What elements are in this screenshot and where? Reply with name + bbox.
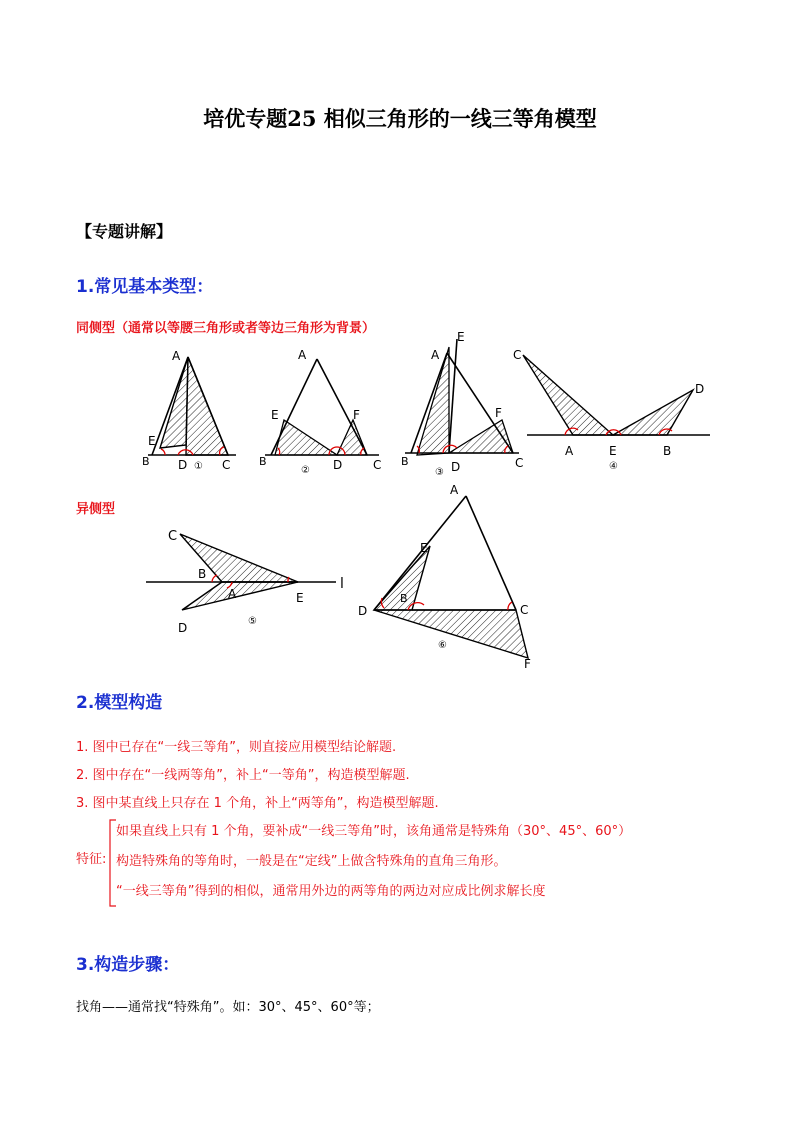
shaded-triangle-right bbox=[613, 390, 693, 435]
diff-side-type-label: 异侧型 bbox=[76, 502, 116, 517]
figure-number: ① bbox=[194, 461, 203, 472]
label-b: B bbox=[663, 444, 672, 458]
shaded-triangle-bottom bbox=[374, 610, 528, 658]
figure-2 bbox=[255, 345, 395, 480]
label-e: E bbox=[609, 444, 617, 458]
label-e: E bbox=[420, 541, 428, 555]
figure-4 bbox=[505, 345, 720, 475]
page-title: 培优专题25 相似三角形的一线三等角模型 bbox=[203, 106, 597, 131]
label-a: A bbox=[431, 348, 440, 362]
label-d: D bbox=[178, 458, 188, 472]
same-side-type-label: 同侧型（通常以等腰三角形或者等边三角形为背景） bbox=[76, 321, 376, 336]
figure-number: ⑤ bbox=[248, 616, 257, 627]
list-item-2: 2. 图中存在“一线两等角”，补上“一等角”，构造模型解题. bbox=[76, 768, 410, 783]
shaded-triangle-left bbox=[275, 420, 337, 455]
label-d: D bbox=[358, 604, 368, 618]
label-a: A bbox=[298, 348, 307, 362]
label-d: D bbox=[178, 621, 188, 635]
label-b: B bbox=[259, 455, 267, 468]
label-a: A bbox=[565, 444, 574, 458]
list-item-3: 3. 图中某直线上只存在 1 个角，补上“两等角”，构造模型解题. bbox=[76, 796, 439, 811]
label-c: C bbox=[513, 348, 522, 362]
label-c: C bbox=[515, 456, 524, 470]
side-ac bbox=[317, 359, 367, 455]
label-b: B bbox=[142, 455, 150, 468]
section-label: 【专题讲解】 bbox=[76, 222, 173, 241]
figure-1 bbox=[140, 345, 250, 480]
label-d: D bbox=[451, 460, 461, 474]
side-ac bbox=[466, 496, 516, 610]
label-e: E bbox=[148, 434, 156, 448]
figure-5 bbox=[140, 520, 360, 645]
label-f: F bbox=[495, 406, 502, 420]
label-c: C bbox=[373, 458, 382, 472]
figure-number: ④ bbox=[609, 461, 618, 472]
step-find-angle: 找角——通常找“特殊角”。如：30°、45°、60°等； bbox=[76, 1000, 380, 1015]
label-a: A bbox=[228, 587, 237, 601]
angle-mark bbox=[212, 575, 217, 582]
label-a: A bbox=[172, 349, 181, 363]
shaded-triangle-lower bbox=[182, 582, 298, 610]
label-e: E bbox=[296, 591, 304, 605]
feature-1: 如果直线上只有 1 个角，要补成“一线三等角”时，该角通常是特殊角（30°、45°、60°） bbox=[116, 824, 632, 839]
heading-construction-steps: 3.构造步骤： bbox=[76, 955, 180, 975]
angle-mark bbox=[508, 602, 512, 610]
label-e: E bbox=[457, 330, 465, 344]
shaded-triangle-left bbox=[523, 355, 613, 435]
angle-mark bbox=[161, 449, 165, 455]
label-b: B bbox=[198, 567, 207, 581]
shaded-triangle-left bbox=[417, 347, 449, 455]
label-f: F bbox=[524, 657, 531, 670]
list-item-1: 1. 图中已存在“一线三等角”，则直接应用模型结论解题. bbox=[76, 740, 397, 755]
figure-number: ③ bbox=[435, 467, 444, 478]
feature-3: “一线三等角”得到的相似，通常用外边的两等角的两边对应成比例求解长度 bbox=[116, 884, 546, 899]
figure-number: ⑥ bbox=[438, 640, 447, 651]
shaded-triangle-right bbox=[449, 420, 513, 453]
feature-2: 构造特殊角的等角时，一般是在“定线”上做含特殊角的直角三角形。 bbox=[116, 854, 507, 869]
label-a: A bbox=[450, 483, 459, 497]
label-c: C bbox=[168, 529, 178, 544]
figure-number: ② bbox=[301, 465, 310, 476]
label-d: D bbox=[333, 458, 343, 472]
side-de bbox=[449, 339, 457, 453]
label-f: F bbox=[353, 408, 360, 422]
heading-model-construction: 2.模型构造 bbox=[76, 693, 163, 713]
label-d: D bbox=[695, 382, 705, 396]
feature-label: 特征: bbox=[76, 852, 107, 867]
label-b: B bbox=[401, 455, 409, 468]
label-c: C bbox=[520, 603, 529, 617]
heading-basic-types: 1.常见基本类型： bbox=[76, 277, 214, 297]
label-l: l bbox=[340, 576, 344, 592]
label-b: B bbox=[400, 592, 408, 605]
label-c: C bbox=[222, 458, 231, 472]
figure-6 bbox=[350, 480, 550, 670]
label-e: E bbox=[271, 408, 279, 422]
